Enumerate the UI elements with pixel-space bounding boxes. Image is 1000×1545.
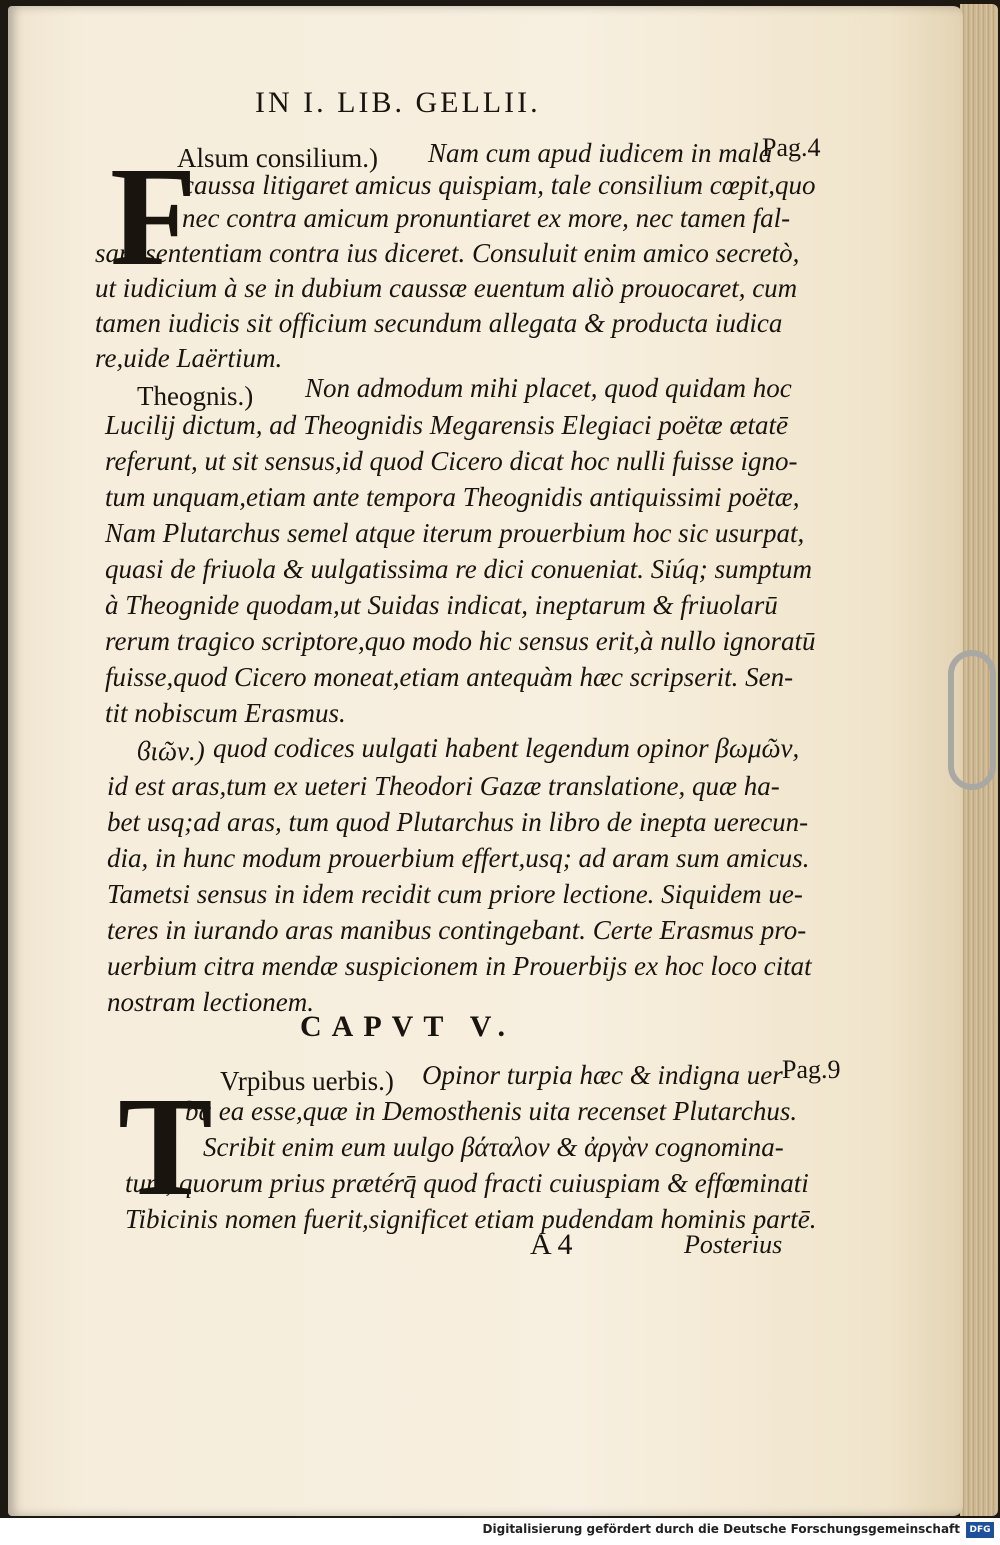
text-line: nostram lectionem. bbox=[107, 987, 314, 1017]
text-line: à Theognide quodam,ut Suidas indicat, ineptarum & friuolarū bbox=[105, 590, 778, 620]
marginal-page-ref: Pag.9 bbox=[782, 1055, 841, 1084]
text-line: tum unquam,etiam ante tempora Theognidis antiquissimi poëtæ, bbox=[105, 482, 800, 512]
text-line: re,uide Laërtium. bbox=[95, 343, 283, 373]
text-line: Lucilij dictum, ad Theognidis Megarensis Elegiaci poëtæ ætatē bbox=[105, 410, 788, 440]
footer-credit: Digitalisierung gefördert durch die Deutsche Forschungsgemeinschaft bbox=[482, 1522, 960, 1536]
text-line: id est aras,tum ex ueteri Theodori Gazæ translatione, quæ ha- bbox=[107, 771, 780, 801]
signature-mark: A 4 bbox=[530, 1228, 573, 1261]
dropcap-t: T bbox=[118, 1067, 213, 1225]
text-line: Opinor turpia hæc & indigna uer bbox=[422, 1060, 783, 1090]
chapter-heading: CAPVT V. bbox=[300, 1010, 516, 1043]
text-line: Nam Plutarchus semel atque iterum prouerbium hoc sic usurpat, bbox=[105, 518, 805, 548]
text-line: tamen iudicis sit officium secundum allegata & producta iudica bbox=[95, 308, 783, 338]
dfg-logo-icon: DFG bbox=[966, 1522, 994, 1538]
dropcap-f: F bbox=[110, 137, 197, 295]
text-line: Scribit enim eum uulgo βάταλον & ἀργὰν cognomina- bbox=[203, 1132, 784, 1162]
text-line: Tibicinis nomen fuerit,significet etiam pudendam hominis partē. bbox=[125, 1204, 817, 1234]
text-line: tit nobiscum Erasmus. bbox=[105, 698, 346, 728]
lemma: ϐιῶν.) bbox=[137, 736, 205, 766]
text-line: Nam cum apud iudicem in mala bbox=[428, 138, 773, 168]
text-line: uerbium citra mendæ suspicionem in Prouerbijs ex hoc loco citat bbox=[107, 951, 812, 981]
running-head: IN I. LIB. GELLII. bbox=[255, 86, 541, 119]
text-line: rerum tragico scriptore,quo modo hic sensus erit,à nullo ignoratū bbox=[105, 626, 816, 656]
text-line: sam sententiam contra ius diceret. Consuluit enim amico secretò, bbox=[95, 238, 800, 268]
marginal-page-ref: Pag.4 bbox=[762, 133, 821, 162]
text-line: quod codices uulgati habent legendum opinor βωμῶν, bbox=[213, 733, 800, 763]
lemma: Theognis.) bbox=[137, 381, 254, 411]
text-line: teres in iurando aras manibus contingebant. Certe Erasmus pro- bbox=[107, 915, 807, 945]
text-line: referunt, ut sit sensus,id quod Cicero dicat hoc nulli fuisse igno- bbox=[105, 446, 798, 476]
text-line: nec contra amicum pronuntiaret ex more, nec tamen fal- bbox=[182, 203, 791, 233]
text-line: bet usq;ad aras, tum quod Plutarchus in libro de inepta uerecun- bbox=[107, 807, 809, 837]
text-line: fuisse,quod Cicero moneat,etiam antequàm hæc scripserit. Sen- bbox=[105, 662, 794, 692]
text-line: caussa litigaret amicus quispiam, tale consilium cœpit,quo bbox=[182, 170, 816, 200]
text-line: Non admodum mihi placet, quod quidam hoc bbox=[305, 373, 792, 403]
lemma: Alsum consilium.) bbox=[177, 143, 378, 173]
text-line: ba ea esse,quæ in Demosthenis uita recenset Plutarchus. bbox=[185, 1096, 798, 1126]
page-clip bbox=[948, 650, 996, 790]
catchword: Posterius bbox=[684, 1230, 783, 1259]
lemma: Vrpibus uerbis.) bbox=[220, 1066, 394, 1096]
text-line: dia, in hunc modum prouerbium effert,usq; ad aram sum amicus. bbox=[107, 843, 810, 873]
text-line: tum, quorum prius prætérq̄ quod fracti cuiuspiam & effœminati bbox=[125, 1168, 809, 1198]
text-line: quasi de friuola & uulgatissima re dici conueniat. Siúq; sumptum bbox=[105, 554, 812, 584]
text-line: Tametsi sensus in idem recidit cum priore lectione. Siquidem ue- bbox=[107, 879, 803, 909]
text-line: ut iudicium à se in dubium caussæ euentum aliò prouocaret, cum bbox=[95, 273, 798, 303]
